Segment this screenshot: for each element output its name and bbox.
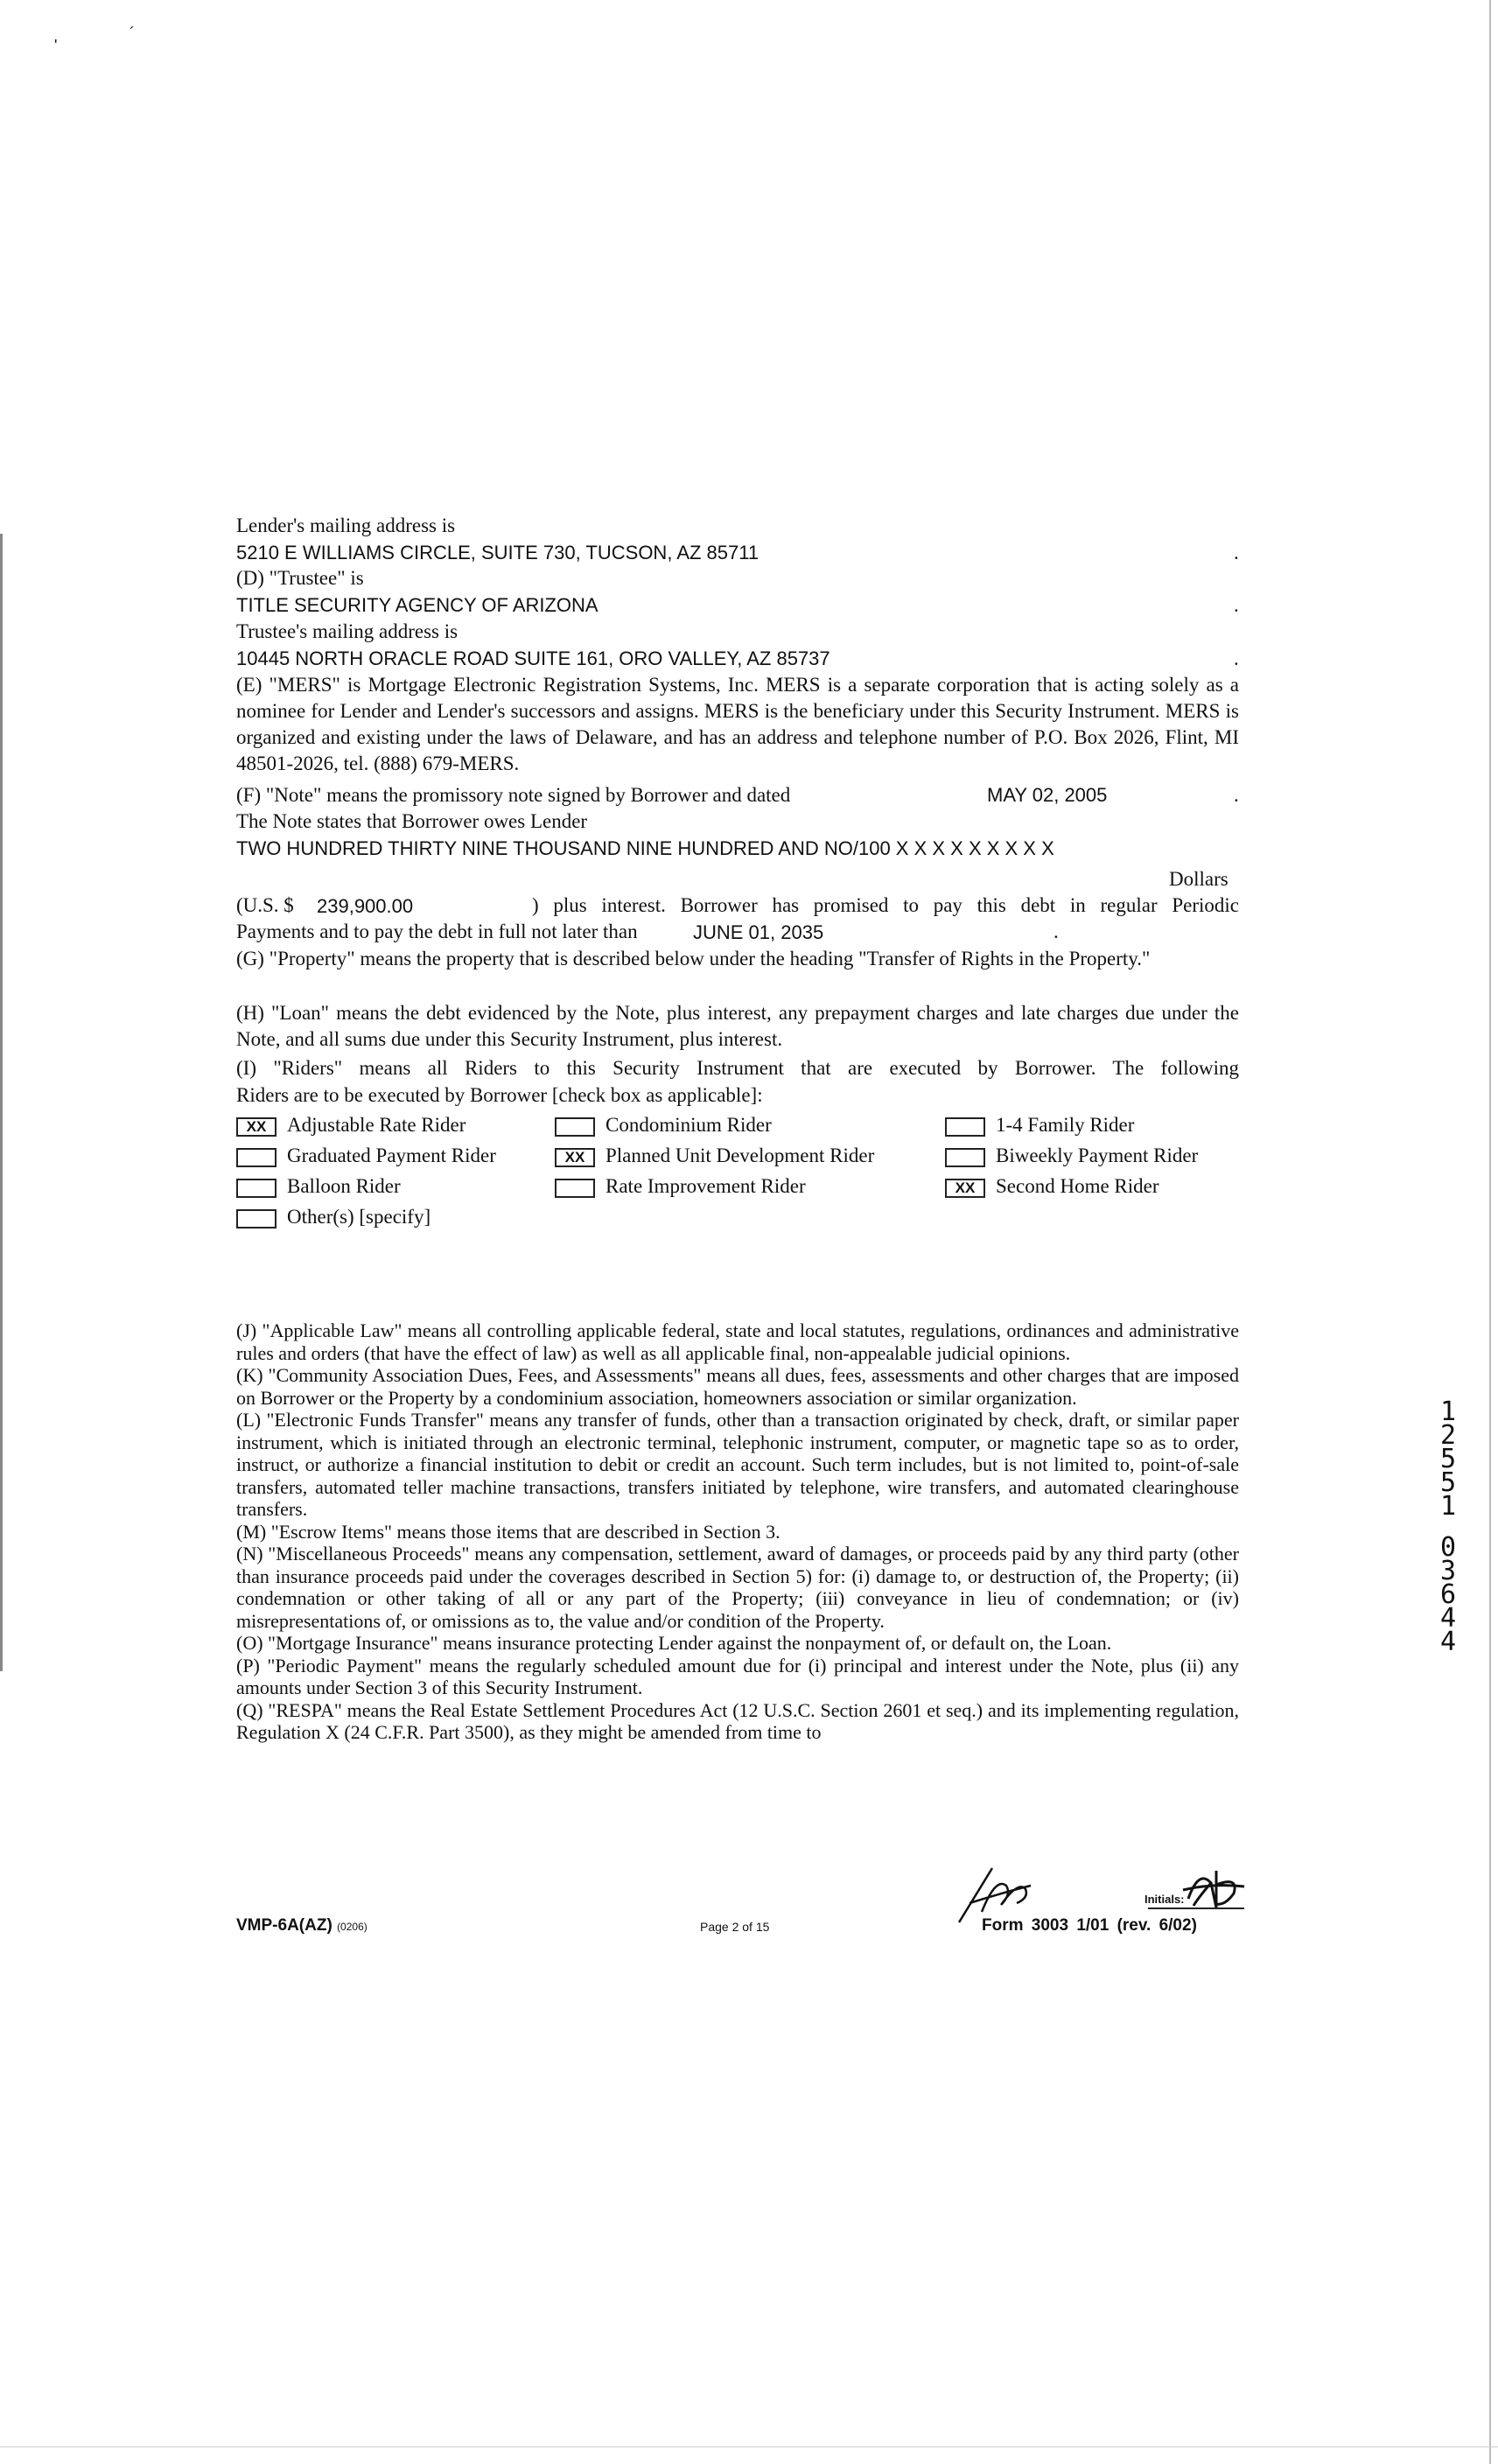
form-number: Form 3003 1/01 (rev. 6/02) [982,1916,1197,1935]
definition-m: (M) "Escrow Items" means those items that are described in Section 3. [236,1520,780,1543]
rider-label: Rate Improvement Rider [606,1175,806,1197]
initials-scribble [1181,1864,1246,1913]
rider-label: Biweekly Payment Rider [996,1144,1199,1166]
trustee-address-label: Trustee's mailing address is [236,620,458,642]
rider-other[interactable] [236,1204,430,1230]
definition-p: (P) "Periodic Payment" means the regularly scheduled amount due for (i) principal and interest under the Note, plus (ii) any amounts under Section 3 of this Security Instrument. [236,1654,1239,1698]
checkbox[interactable] [236,1209,276,1228]
rider-label: Adjustable Rate Rider [287,1114,466,1136]
scan-mark: ´ [130,24,135,42]
checkbox[interactable] [555,1117,595,1137]
lender-address-label: Lender's mailing address is [236,514,456,536]
recording-digit: 5 [1439,1444,1457,1474]
recording-digit: 1 [1439,1396,1457,1427]
definition-q: (Q) "RESPA" means the Real Estate Settlement Procedures Act (12 U.S.C. Section 2601 et seq.) and its implementing regulation, Regulation X (24 C.F.R. Part 3500), as they might be amended from time to [236,1698,1239,1743]
initials-label: Initials: [1144,1893,1185,1906]
note-definition-label: (F) "Note" means the promissory note signed by Borrower and dated [236,784,791,806]
rider-label: Condominium Rider [606,1114,772,1136]
rider-label: 1-4 Family Rider [996,1114,1135,1136]
checkbox[interactable] [945,1148,985,1167]
page-number: Page 2 of 15 [700,1920,770,1934]
rider-label: Other(s) [specify] [287,1206,431,1228]
line-end-dot: . [1234,542,1239,564]
note-states: The Note states that Borrower owes Lender [236,810,588,832]
lender-address: 5210 E WILLIAMS CIRCLE, SUITE 730, TUCSON, AZ 85711 [236,542,760,564]
maturity-date: JUNE 01, 2035 [693,921,824,943]
line-end-dot: . [1234,784,1239,806]
checkbox[interactable]: XX [555,1148,595,1167]
rider-graduated-payment[interactable] [236,1143,496,1169]
payments-line: Payments and to pay the debt in full not later than [236,920,638,942]
rider-planned-unit[interactable] [555,1143,874,1169]
line-end-dot: . [1234,594,1239,616]
mers-definition: (E) "MERS" is Mortgage Electronic Registration Systems, Inc. MERS is a separate corporation that is acting solely as a nominee for Lender and Lender's successors and assigns. MERS is the beneficiary under this Security Instrument. MERS is organized and existing under the laws of Delaware, and has an address and telephone number of P.O. Box 2026, Flint, MI 48501-2026, tel. (888) 679-MERS. [236,674,1239,774]
recording-digit: 2 [1439,1420,1457,1451]
loan-definition: (H) "Loan" means the debt evidenced by the Note, plus interest, any prepayment charges and late charges due under the Note, and all sums due under this Security Instrument, plus interest. [236,1002,1239,1050]
checkbox[interactable]: XX [236,1117,276,1137]
riders-intro: (I) "Riders" means all Riders to this Security Instrument that are executed by Borrower. The following [236,1057,1239,1079]
line-end-dot: . [1054,920,1059,942]
recording-digit: 4 [1439,1603,1457,1634]
note-date: MAY 02, 2005 [987,784,1108,806]
recording-digit: 1 [1439,1491,1457,1522]
definition-k: (K) "Community Association Dues, Fees, and Assessments" means all dues, fees, assessments and other charges that are imposed on Borrower or the Property by a condominium association, homeowners association or similar organization. [236,1364,1239,1409]
checkbox[interactable] [236,1179,276,1198]
recording-number [1435,1396,1461,1657]
recording-digit: 0 [1439,1532,1457,1563]
rider-condominium[interactable] [555,1112,772,1138]
rider-label: Planned Unit Development Rider [606,1144,875,1166]
definition-l: (L) "Electronic Funds Transfer" means any transfer of funds, other than a transaction originated by check, draft, or similar paper instrument, which is initiated through an electronic terminal, telephonic instrument, computer, or magnetic tape so as to order, instruct, or authorize a financial institution to debit or credit an account. Such term includes, but is not limited to, point-of-sale transfers, automated teller machine transactions, transfers initiated by telephone, wire transfers, and automated clearinghouse transfers. [236,1409,1239,1520]
checkbox[interactable]: XX [945,1179,985,1198]
rider-second-home[interactable] [945,1173,1159,1200]
rider-label: Second Home Rider [996,1175,1159,1197]
trustee-address: 10445 NORTH ORACLE ROAD SUITE 161, ORO VALLEY, AZ 85737 [236,648,830,669]
trustee-label: (D) "Trustee" is [236,567,364,589]
scan-edge [1489,0,1491,2464]
rider-rate-improvement[interactable] [555,1173,806,1200]
dollars-label: Dollars [1169,868,1228,890]
trustee-name: TITLE SECURITY AGENCY OF ARIZONA [236,594,598,616]
checkbox[interactable] [555,1179,595,1198]
scan-bottom-edge [0,2446,1498,2447]
recording-digit: 3 [1439,1556,1457,1586]
recording-digit: 6 [1439,1579,1457,1610]
rider-label: Balloon Rider [287,1175,401,1197]
property-definition: (G) "Property" means the property that is described below under the heading "Transfer of Rights in the Property." [236,948,1151,970]
checkbox[interactable] [236,1148,276,1167]
us-amount-suffix: ) plus interest. Borrower has promised to pay this debt in regular Periodic [532,894,1239,916]
amount-words: TWO HUNDRED THIRTY NINE THOUSAND NINE HUNDRED AND NO/100 X X X X X X X X X [236,837,1054,859]
rider-balloon[interactable] [236,1173,401,1200]
checkbox[interactable] [945,1117,985,1137]
definition-o: (O) "Mortgage Insurance" means insurance protecting Lender against the nonpayment of, or default on, the Loan. [236,1632,1112,1654]
riders-intro-2: Riders are to be executed by Borrower [check box as applicable]: [236,1084,763,1106]
rider-adjustable-rate[interactable] [236,1112,466,1138]
amount-number: 239,900.00 [317,895,414,917]
rider-label: Graduated Payment Rider [287,1144,496,1166]
scan-edge-left [0,534,3,1671]
borrower-signature-scribble [950,1859,1038,1929]
form-code-text: VMP-6A(AZ) [236,1916,332,1935]
line-end-dot: . [1234,648,1239,669]
us-amount-prefix: (U.S. $ [236,894,294,916]
rider-biweekly-payment[interactable] [945,1143,1198,1169]
recording-digit: 4 [1439,1627,1457,1657]
recording-digit: 5 [1439,1467,1457,1498]
definition-j: (J) "Applicable Law" means all controlling applicable federal, state and local statutes, regulations, ordinances and administrative rules and orders (that have the effect of law) as well as all applicable final, non-appealable judicial opinions. [236,1320,1239,1364]
scan-mark: ' [54,37,58,54]
rider-one-four-family[interactable] [945,1112,1134,1138]
definitions-block [236,1320,1239,1744]
form-code-rev: (0206) [337,1921,368,1933]
form-code [236,1916,368,1936]
definition-n: (N) "Miscellaneous Proceeds" means any compensation, settlement, award of damages, or proceeds paid by any third party (other than insurance proceeds paid under the coverages described in Section 5) for: (i) damage to, or destruction of, the Property; (ii) condemnation or other taking of all or any part of the Property; (iii) conveyance in lieu of condemnation; or (iv) misrepresentations of, or omissions as to, the value and/or condition of the Property. [236,1543,1239,1632]
